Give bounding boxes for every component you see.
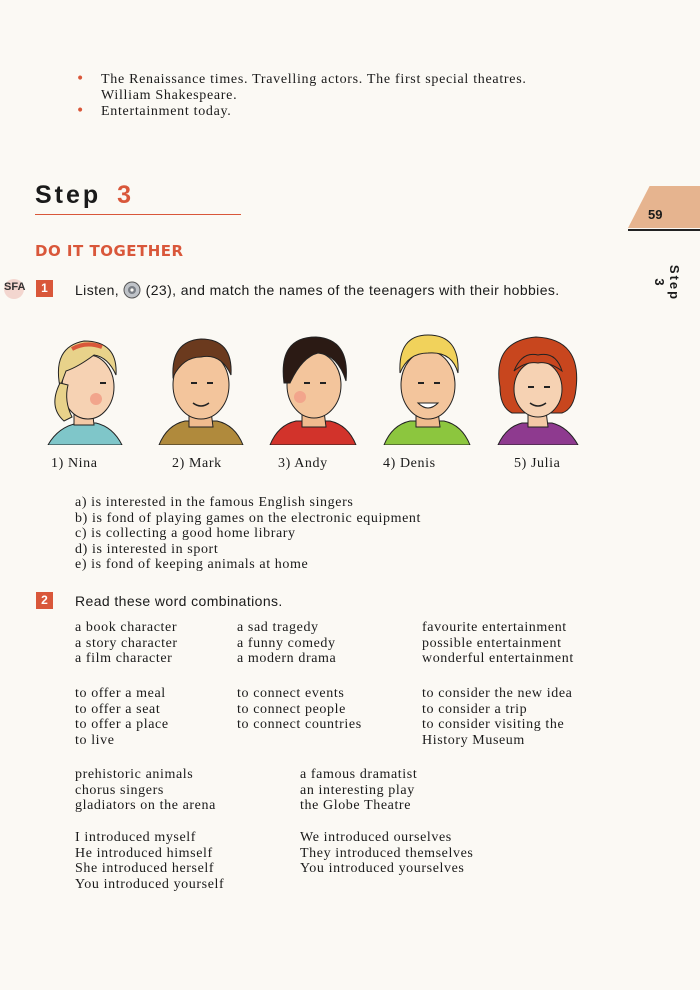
page-number: 59 xyxy=(648,207,663,222)
step-underline xyxy=(35,214,241,215)
hobby-list xyxy=(75,495,421,573)
combo-item: They introduced themselves xyxy=(300,845,474,861)
combo-item: gladiators on the arena xyxy=(75,798,216,813)
combo-item: a sad tragedy xyxy=(237,620,319,635)
combo-item: to offer a meal xyxy=(75,686,166,701)
combo-item: possible entertainment xyxy=(422,635,562,651)
step-heading xyxy=(35,181,134,210)
combo-column xyxy=(300,767,417,814)
combo-item: She introduced herself xyxy=(75,861,215,876)
hobby-item: a) is interested in the famous English singers xyxy=(75,495,354,510)
combo-item: You introduced yourselves xyxy=(300,861,465,876)
sfa-badge xyxy=(2,278,28,304)
combo-column xyxy=(422,686,572,748)
portrait-mark xyxy=(155,327,245,445)
combo-item: to consider visiting the xyxy=(422,717,565,732)
hobby-item: d) is interested in sport xyxy=(75,541,219,557)
combo-item: chorus singers xyxy=(75,782,164,798)
combo-item: a funny comedy xyxy=(237,635,336,651)
portrait-denis xyxy=(382,327,472,445)
topic-text: The Renaissance times. Travelling actors. The first special theatres. xyxy=(101,72,527,87)
combo-item: favourite entertainment xyxy=(422,620,567,635)
combo-item: a story character xyxy=(75,635,178,651)
combo-item: a modern drama xyxy=(237,651,337,666)
portrait-andy xyxy=(268,327,358,445)
combo-item: to offer a seat xyxy=(75,701,161,717)
cd-audio-icon xyxy=(123,281,141,299)
combo-item: a book character xyxy=(75,620,178,635)
combo-item: to offer a place xyxy=(75,717,169,732)
combo-item: to connect events xyxy=(237,686,345,701)
combo-item: a famous dramatist xyxy=(300,767,418,782)
topic-item xyxy=(76,72,636,104)
combo-column xyxy=(422,620,574,667)
portrait-julia xyxy=(492,327,582,445)
hobby-item: c) is collecting a good home library xyxy=(75,526,296,541)
hobby-item: e) is fond of keeping animals at home xyxy=(75,557,309,572)
portrait-nina xyxy=(38,327,128,445)
exercise-1-number: 1 xyxy=(36,280,53,297)
combo-item: the Globe Theatre xyxy=(300,798,412,813)
combo-item: prehistoric animals xyxy=(75,767,194,782)
combo-column xyxy=(75,830,224,892)
exercise-1-text-before: Listen, xyxy=(75,282,120,298)
combo-item: to consider a trip xyxy=(422,701,528,717)
combo-column xyxy=(75,767,216,814)
combo-column xyxy=(237,620,336,667)
person-name-1: 1) Nina xyxy=(51,456,98,471)
person-name-4: 4) Denis xyxy=(383,456,436,471)
bullet-icon: • xyxy=(76,71,85,87)
combo-item: He introduced himself xyxy=(75,845,213,861)
topic-text: Entertainment today. xyxy=(101,104,232,119)
combo-item: wonderful entertainment xyxy=(422,651,574,666)
topic-item xyxy=(76,104,636,120)
person-name-2: 2) Mark xyxy=(172,456,222,471)
combo-item: to connect countries xyxy=(237,717,362,732)
section-title: DO IT TOGETHER xyxy=(35,242,184,260)
exercise-2-number: 2 xyxy=(36,592,53,609)
step-number: 3 xyxy=(117,181,135,209)
side-step-label: Step 3 xyxy=(652,264,682,302)
combo-item: to live xyxy=(75,732,115,748)
page-tab-line xyxy=(628,229,700,231)
exercise-1-text-after: (23), and match the names of the teenagers with their hobbies. xyxy=(145,282,560,298)
combo-column xyxy=(75,686,169,748)
topic-text: William Shakespeare. xyxy=(101,88,238,103)
exercise-1-instruction xyxy=(75,281,560,299)
person-name-3: 3) Andy xyxy=(278,456,328,471)
combo-item: to consider the new idea xyxy=(422,686,573,701)
combo-column xyxy=(237,686,362,733)
bullet-icon: • xyxy=(76,103,85,119)
combo-item: We introduced ourselves xyxy=(300,830,452,845)
combo-item: I introduced myself xyxy=(75,830,197,845)
sfa-label: SFA xyxy=(4,281,26,293)
exercise-2-instruction: Read these word combinations. xyxy=(75,593,283,609)
topic-list xyxy=(76,72,636,120)
step-word: Step xyxy=(35,181,102,209)
combo-item: History Museum xyxy=(422,732,525,748)
person-name-5: 5) Julia xyxy=(514,456,561,471)
page-tab xyxy=(628,186,700,228)
hobby-item: b) is fond of playing games on the electronic equipment xyxy=(75,510,421,526)
combo-item: an interesting play xyxy=(300,782,415,798)
combo-column xyxy=(300,830,473,877)
combo-column xyxy=(75,620,178,667)
combo-item: a film character xyxy=(75,651,173,666)
combo-item: to connect people xyxy=(237,701,346,717)
combo-item: You introduced yourself xyxy=(75,876,225,892)
